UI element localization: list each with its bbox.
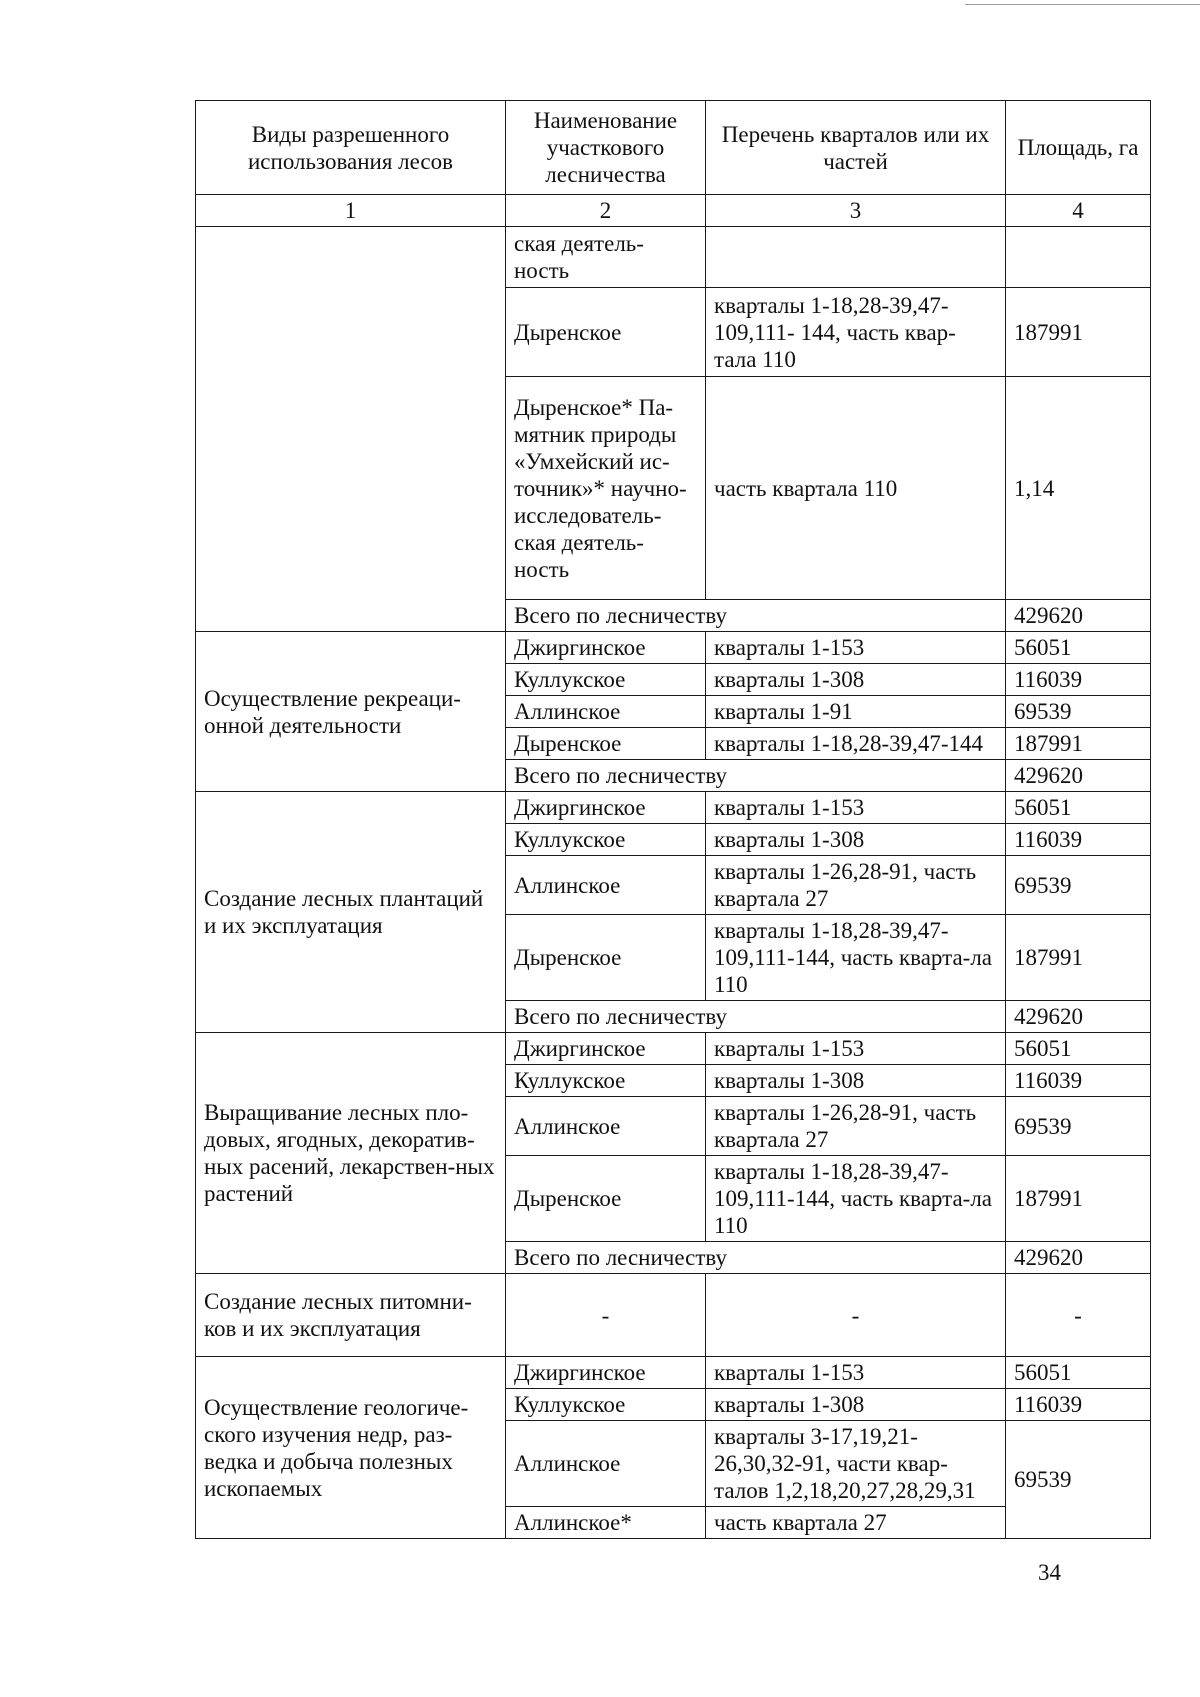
quarters-cell: кварталы 1-26,28-91, часть квартала 27 <box>706 856 1006 915</box>
area-cell: 56051 <box>1006 1357 1151 1389</box>
quarters-cell: кварталы 1-153 <box>706 1357 1006 1389</box>
district-name: Аллинское <box>506 1097 706 1156</box>
use-type-cell: Выращивание лесных пло-довых, ягодных, декоратив-ных расений, лекарствен-ных растений <box>196 1033 506 1274</box>
area-cell: 187991 <box>1006 1156 1151 1242</box>
forest-use-table <box>195 100 1151 1539</box>
total-label: Всего по лесничеству <box>506 1001 1006 1033</box>
area-cell: 69539 <box>1006 1421 1151 1539</box>
area-cell: 116039 <box>1006 1389 1151 1421</box>
use-type-cell: Создание лесных плантаций и их эксплуатация <box>196 792 506 1033</box>
district-name: Куллукское <box>506 1389 706 1421</box>
total-label: Всего по лесничеству <box>506 760 1006 792</box>
total-area: 429620 <box>1006 600 1151 632</box>
area-cell: 116039 <box>1006 664 1151 696</box>
header-row <box>196 101 1151 195</box>
area-cell: 116039 <box>1006 824 1151 856</box>
district-name: Аллинское <box>506 696 706 728</box>
quarters-cell: кварталы 1-18,28-39,47-109,111- 144, часть квар-тала 110 <box>706 288 1006 377</box>
quarters-cell: кварталы 1-26,28-91, часть квартала 27 <box>706 1097 1006 1156</box>
quarters-cell: кварталы 3-17,19,21-26,30,32-91, части квар-талов 1,2,18,20,27,28,29,31 <box>706 1421 1006 1507</box>
use-type-cell: Создание лесных питомни-ков и их эксплуатация <box>196 1274 506 1357</box>
table-row <box>196 1033 1151 1065</box>
quarters-cell: кварталы 1-153 <box>706 792 1006 824</box>
area-cell: - <box>1006 1274 1151 1357</box>
district-name: Дыренское* Па-мятник природы «Умхейский ис-точник»* научно-исследователь-ская деятель-ность <box>506 377 706 600</box>
quarters-cell: кварталы 1-18,28-39,47-109,111-144, часть кварта-ла 110 <box>706 915 1006 1001</box>
district-name: Джиргинское <box>506 792 706 824</box>
table-row <box>196 227 1151 288</box>
table-row <box>196 632 1151 664</box>
area-cell: 56051 <box>1006 1033 1151 1065</box>
district-name: Дыренское <box>506 1156 706 1242</box>
area-cell: 116039 <box>1006 1065 1151 1097</box>
district-name: Дыренское <box>506 728 706 760</box>
district-name: Аллинское <box>506 856 706 915</box>
area-cell: 56051 <box>1006 632 1151 664</box>
column-number: 2 <box>506 195 706 227</box>
district-name: Дыренское <box>506 288 706 377</box>
district-name: Аллинское <box>506 1421 706 1507</box>
quarters-cell: - <box>706 1274 1006 1357</box>
district-name: Джиргинское <box>506 1033 706 1065</box>
use-type-cell <box>196 227 506 632</box>
area-cell: 69539 <box>1006 856 1151 915</box>
quarters-cell: кварталы 1-153 <box>706 632 1006 664</box>
quarters-cell <box>706 227 1006 288</box>
quarters-cell: кварталы 1-308 <box>706 1065 1006 1097</box>
scan-edge-line <box>965 4 1200 5</box>
district-name: Куллукское <box>506 824 706 856</box>
column-number-row <box>196 195 1151 227</box>
total-area: 429620 <box>1006 760 1151 792</box>
district-name: Джиргинское <box>506 632 706 664</box>
table-row <box>196 792 1151 824</box>
area-cell: 69539 <box>1006 1097 1151 1156</box>
total-area: 429620 <box>1006 1242 1151 1274</box>
district-name: Куллукское <box>506 1065 706 1097</box>
district-name: Дыренское <box>506 915 706 1001</box>
district-name: - <box>506 1274 706 1357</box>
area-cell: 56051 <box>1006 792 1151 824</box>
total-label: Всего по лесничеству <box>506 1242 1006 1274</box>
header-district-name: Наименование участкового лесничества <box>506 101 706 195</box>
total-label: Всего по лесничеству <box>506 600 1006 632</box>
quarters-cell: часть квартала 110 <box>706 377 1006 600</box>
district-name: Джиргинское <box>506 1357 706 1389</box>
column-number: 4 <box>1006 195 1151 227</box>
total-area: 429620 <box>1006 1001 1151 1033</box>
table-row <box>196 1357 1151 1389</box>
area-cell: 1,14 <box>1006 377 1151 600</box>
use-type-cell: Осуществление рекреаци-онной деятельности <box>196 632 506 792</box>
header-use-types: Виды разрешенного использования лесов <box>196 101 506 195</box>
district-name: ская деятель-ность <box>506 227 706 288</box>
area-cell: 69539 <box>1006 696 1151 728</box>
quarters-cell: кварталы 1-91 <box>706 696 1006 728</box>
column-number: 1 <box>196 195 506 227</box>
quarters-cell: кварталы 1-308 <box>706 664 1006 696</box>
quarters-cell: кварталы 1-153 <box>706 1033 1006 1065</box>
page-number: 34 <box>1038 1560 1061 1585</box>
quarters-cell: кварталы 1-308 <box>706 1389 1006 1421</box>
header-quarters-list: Перечень кварталов или их частей <box>706 101 1006 195</box>
district-name: Куллукское <box>506 664 706 696</box>
table-row <box>196 1274 1151 1357</box>
use-type-cell: Осуществление геологиче-ского изучения недр, раз-ведка и добыча полезных ископаемых <box>196 1357 506 1539</box>
quarters-cell: часть квартала 27 <box>706 1507 1006 1539</box>
header-area: Площадь, га <box>1006 101 1151 195</box>
area-cell <box>1006 227 1151 288</box>
area-cell: 187991 <box>1006 288 1151 377</box>
quarters-cell: кварталы 1-18,28-39,47-144 <box>706 728 1006 760</box>
quarters-cell: кварталы 1-308 <box>706 824 1006 856</box>
quarters-cell: кварталы 1-18,28-39,47-109,111-144, часть кварта-ла 110 <box>706 1156 1006 1242</box>
district-name: Аллинское* <box>506 1507 706 1539</box>
area-cell: 187991 <box>1006 915 1151 1001</box>
area-cell: 187991 <box>1006 728 1151 760</box>
column-number: 3 <box>706 195 1006 227</box>
